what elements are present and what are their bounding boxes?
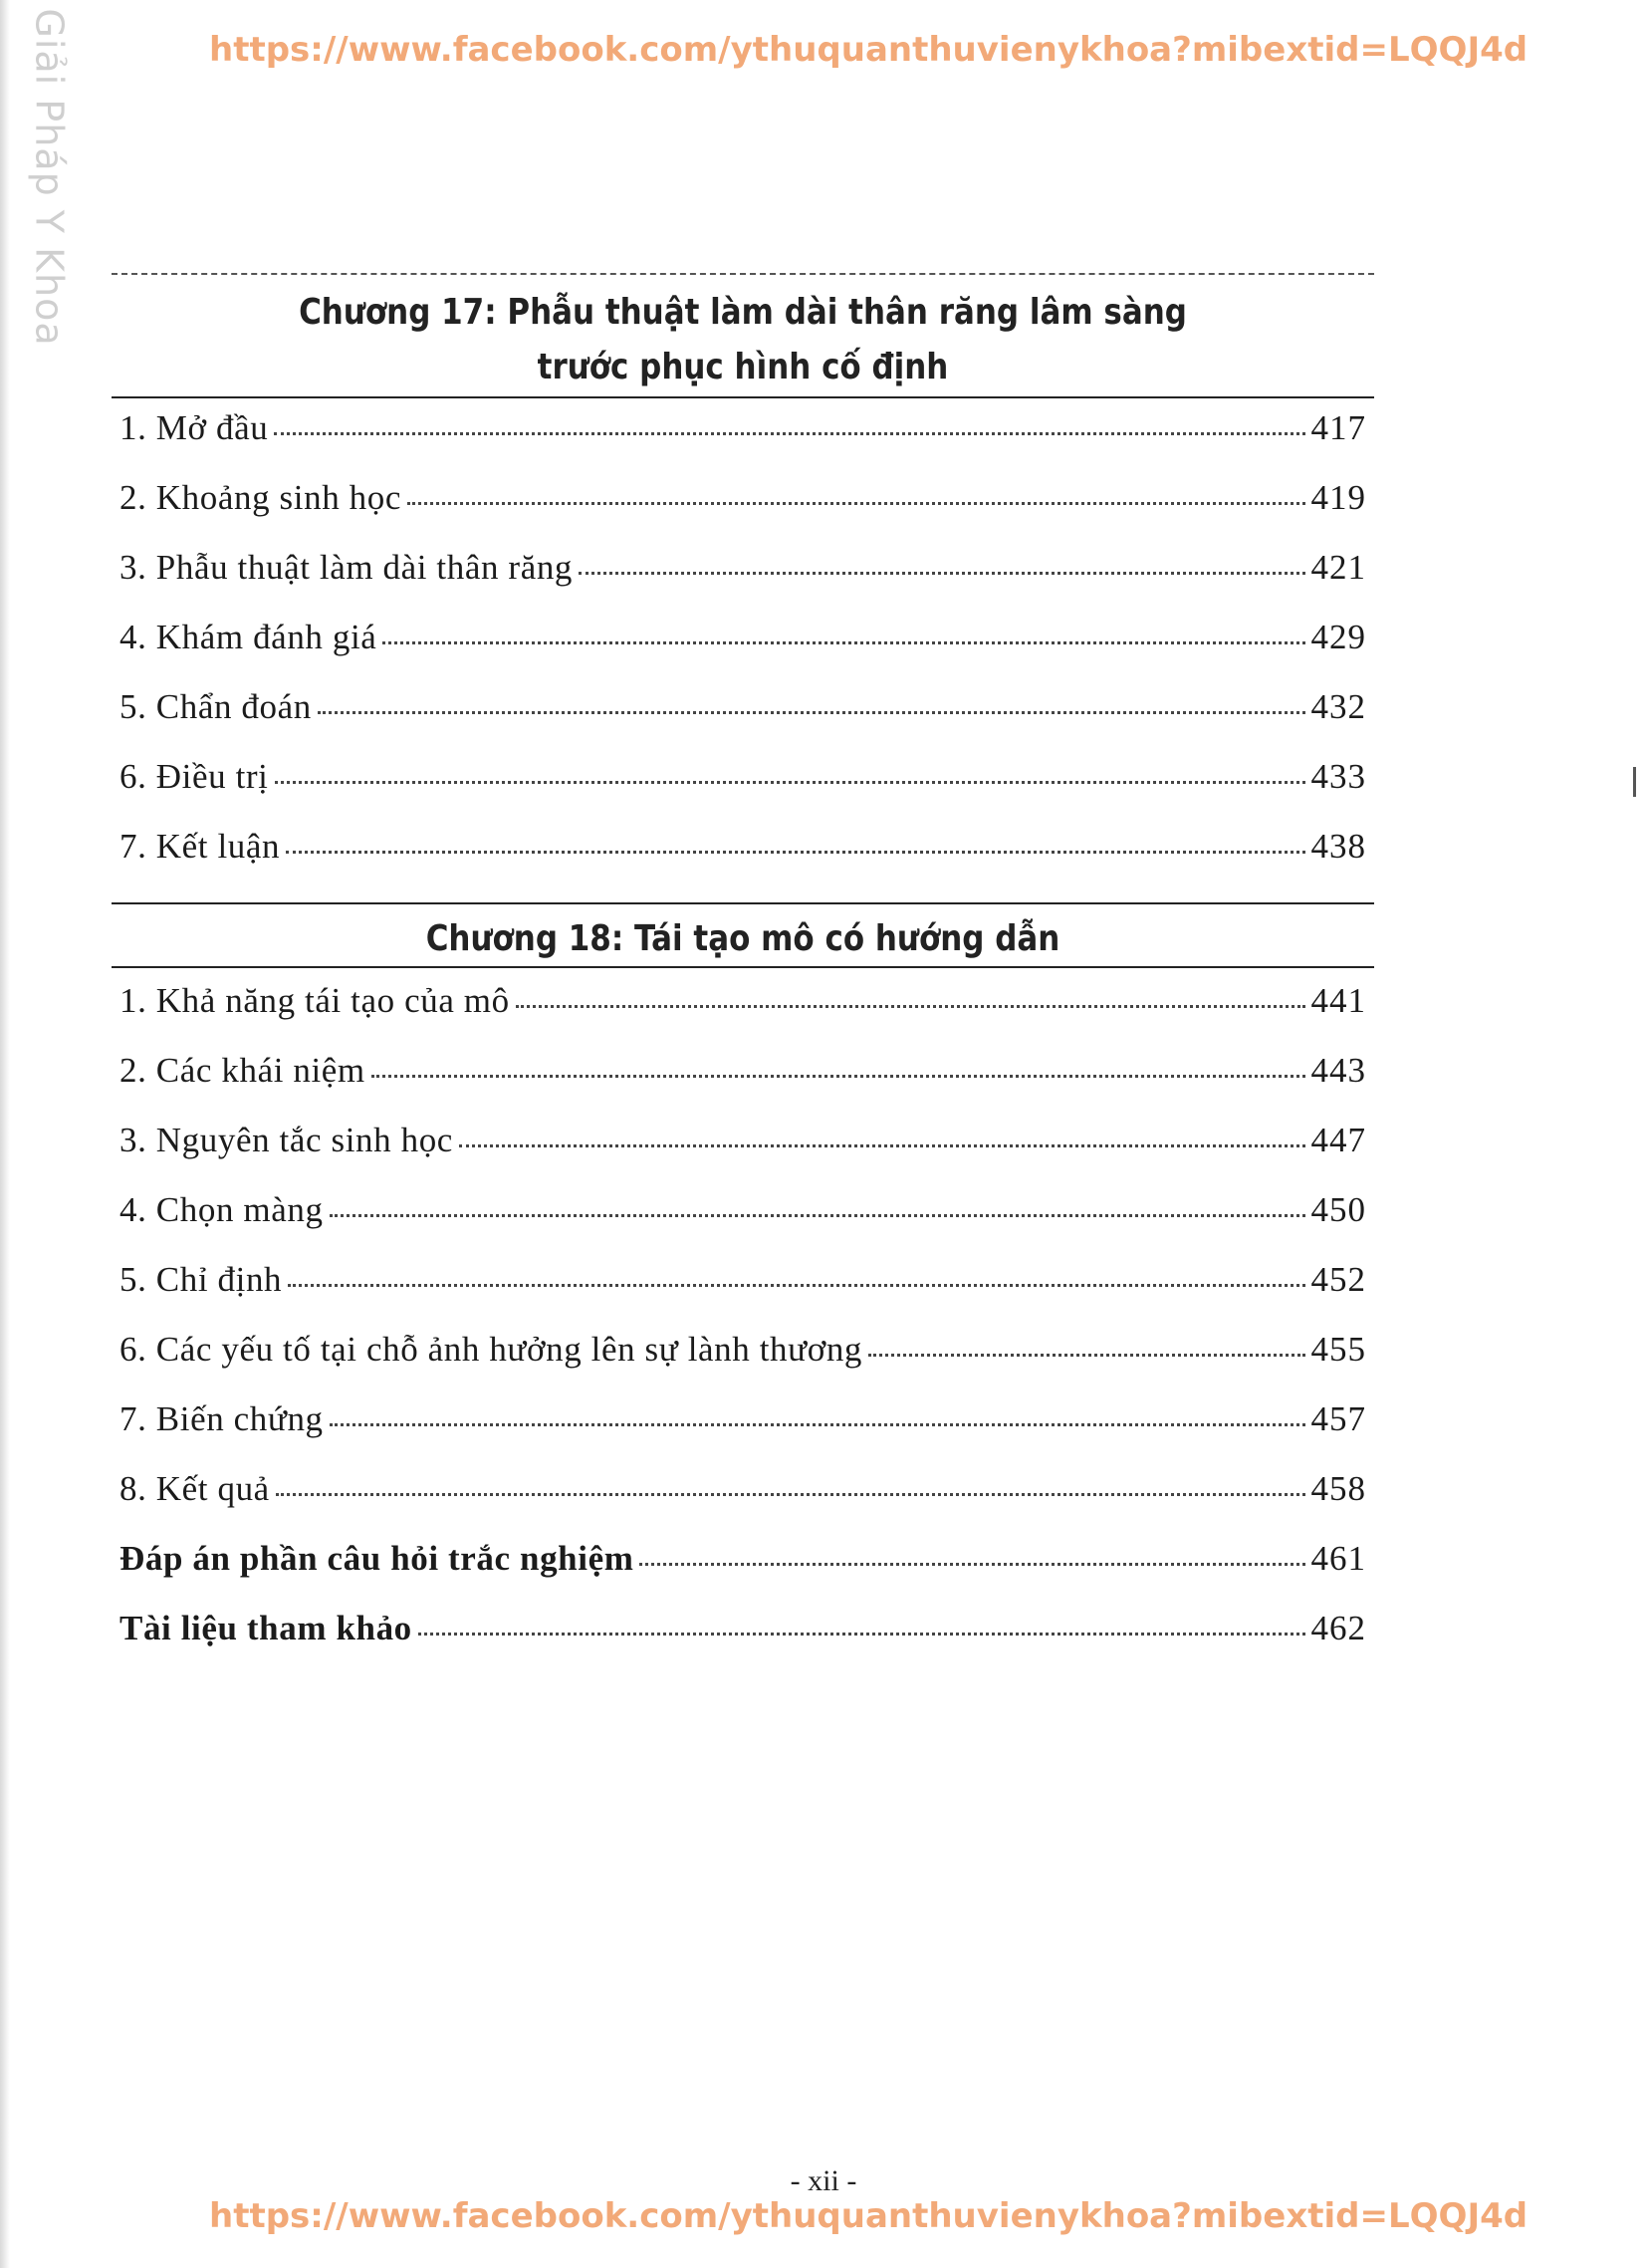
toc-entry[interactable]: [119, 1260, 1366, 1330]
toc-entry-label: 5. Chỉ định: [119, 1260, 283, 1299]
toc-entry[interactable]: [119, 981, 1366, 1051]
toc-entry-page: 433: [1310, 757, 1366, 796]
toc-entry-page: 455: [1310, 1330, 1366, 1369]
toc-entry-page: 421: [1310, 548, 1366, 587]
dot-leader: [418, 1632, 1305, 1636]
toc-entry-page: 452: [1310, 1260, 1366, 1299]
dot-leader: [516, 1004, 1305, 1008]
toc-entry-label: 1. Mở đầu: [119, 408, 269, 447]
toc-entry-page: 419: [1310, 478, 1366, 517]
chapter17-top-rule: [112, 273, 1374, 275]
dot-leader: [274, 431, 1304, 435]
chapter17-title-line1: Chương 17: Phẫu thuật làm dài thân răng lâm sàng: [299, 292, 1187, 333]
toc-entry-label: 1. Khả năng tái tạo của mô: [119, 981, 510, 1020]
toc-entry-label: 8. Kết quả: [119, 1469, 270, 1508]
chapter18-toc: [119, 981, 1366, 1678]
dot-leader: [330, 1213, 1305, 1217]
side-watermark-text: Giải Pháp Y Khoa: [28, 8, 72, 347]
dot-leader: [382, 640, 1304, 644]
toc-entry-page: 443: [1310, 1051, 1366, 1090]
dot-leader: [639, 1562, 1304, 1566]
watermark-url-top[interactable]: https://www.facebook.com/ythuquanthuvienykhoa?mibextid=LQQJ4d: [209, 30, 1529, 70]
toc-entry-label: 3. Phẫu thuật làm dài thân răng: [119, 548, 574, 587]
toc-entry-label: 4. Khám đánh giá: [119, 618, 377, 656]
toc-entry-page: 432: [1310, 687, 1366, 726]
toc-entry[interactable]: [119, 618, 1366, 687]
toc-entry-page: 441: [1310, 981, 1366, 1020]
toc-entry-label: 6. Điều trị: [119, 757, 269, 796]
chapter17-title-line2: trước phục hình cố định: [537, 347, 949, 387]
toc-entry[interactable]: [119, 827, 1366, 896]
dot-leader: [371, 1074, 1305, 1078]
toc-entry-label: 2. Các khái niệm: [119, 1051, 365, 1090]
dot-leader: [288, 1283, 1304, 1287]
toc-entry[interactable]: [119, 1469, 1366, 1539]
toc-entry-page: 429: [1310, 618, 1366, 656]
chapter18-bottom-rule: [112, 966, 1374, 968]
dot-leader: [318, 710, 1305, 714]
dot-leader: [868, 1353, 1304, 1357]
toc-entry[interactable]: [119, 687, 1366, 757]
toc-entry-page: 457: [1310, 1399, 1366, 1438]
dot-leader: [407, 501, 1305, 505]
dot-leader: [579, 571, 1304, 575]
toc-entry-label: 3. Nguyên tắc sinh học: [119, 1121, 453, 1159]
chapter18-top-rule: [112, 902, 1374, 904]
toc-entry-page: 462: [1310, 1609, 1366, 1647]
toc-entry-label: Tài liệu tham khảo: [119, 1609, 412, 1647]
toc-entry[interactable]: [119, 1399, 1366, 1469]
dot-leader: [330, 1422, 1305, 1426]
toc-entry-label: 6. Các yếu tố tại chỗ ảnh hưởng lên sự lành thương: [119, 1330, 863, 1369]
toc-entry-page: 417: [1310, 408, 1366, 447]
toc-entry-page: 438: [1310, 827, 1366, 866]
toc-entry-answers[interactable]: [119, 1539, 1366, 1609]
chapter17-toc: [119, 408, 1366, 896]
dot-leader: [459, 1143, 1305, 1147]
dot-leader: [275, 780, 1305, 784]
toc-entry-label: 7. Biến chứng: [119, 1399, 324, 1438]
toc-entry-label: 2. Khoảng sinh học: [119, 478, 401, 517]
chapter18-title: Chương 18: Tái tạo mô có hướng dẫn: [425, 918, 1060, 959]
toc-entry-label: Đáp án phần câu hỏi trắc nghiệm: [119, 1539, 634, 1578]
toc-entry[interactable]: [119, 1051, 1366, 1121]
toc-entry[interactable]: [119, 408, 1366, 478]
dot-leader: [286, 850, 1304, 854]
toc-entry[interactable]: [119, 548, 1366, 618]
chapter17-bottom-rule: [112, 396, 1374, 398]
toc-entry-label: 5. Chẩn đoán: [119, 687, 312, 726]
toc-entry-references[interactable]: [119, 1609, 1366, 1678]
toc-entry[interactable]: [119, 1121, 1366, 1190]
dot-leader: [276, 1492, 1305, 1496]
toc-entry-page: 458: [1310, 1469, 1366, 1508]
toc-entry[interactable]: [119, 478, 1366, 548]
side-watermark: [10, 8, 90, 347]
watermark-url-bottom[interactable]: https://www.facebook.com/ythuquanthuvienykhoa?mibextid=LQQJ4d: [209, 2196, 1529, 2236]
page-number: - xii -: [790, 2164, 857, 2197]
toc-entry[interactable]: [119, 1190, 1366, 1260]
scan-mark: [1633, 767, 1636, 797]
toc-entry-label: 7. Kết luận: [119, 827, 281, 866]
toc-entry-page: 461: [1310, 1539, 1366, 1578]
toc-entry-label: 4. Chọn màng: [119, 1190, 324, 1229]
toc-entry[interactable]: [119, 1330, 1366, 1399]
page-edge-shadow: [0, 0, 10, 2268]
toc-entry-page: 450: [1310, 1190, 1366, 1229]
toc-entry[interactable]: [119, 757, 1366, 827]
toc-entry-page: 447: [1310, 1121, 1366, 1159]
